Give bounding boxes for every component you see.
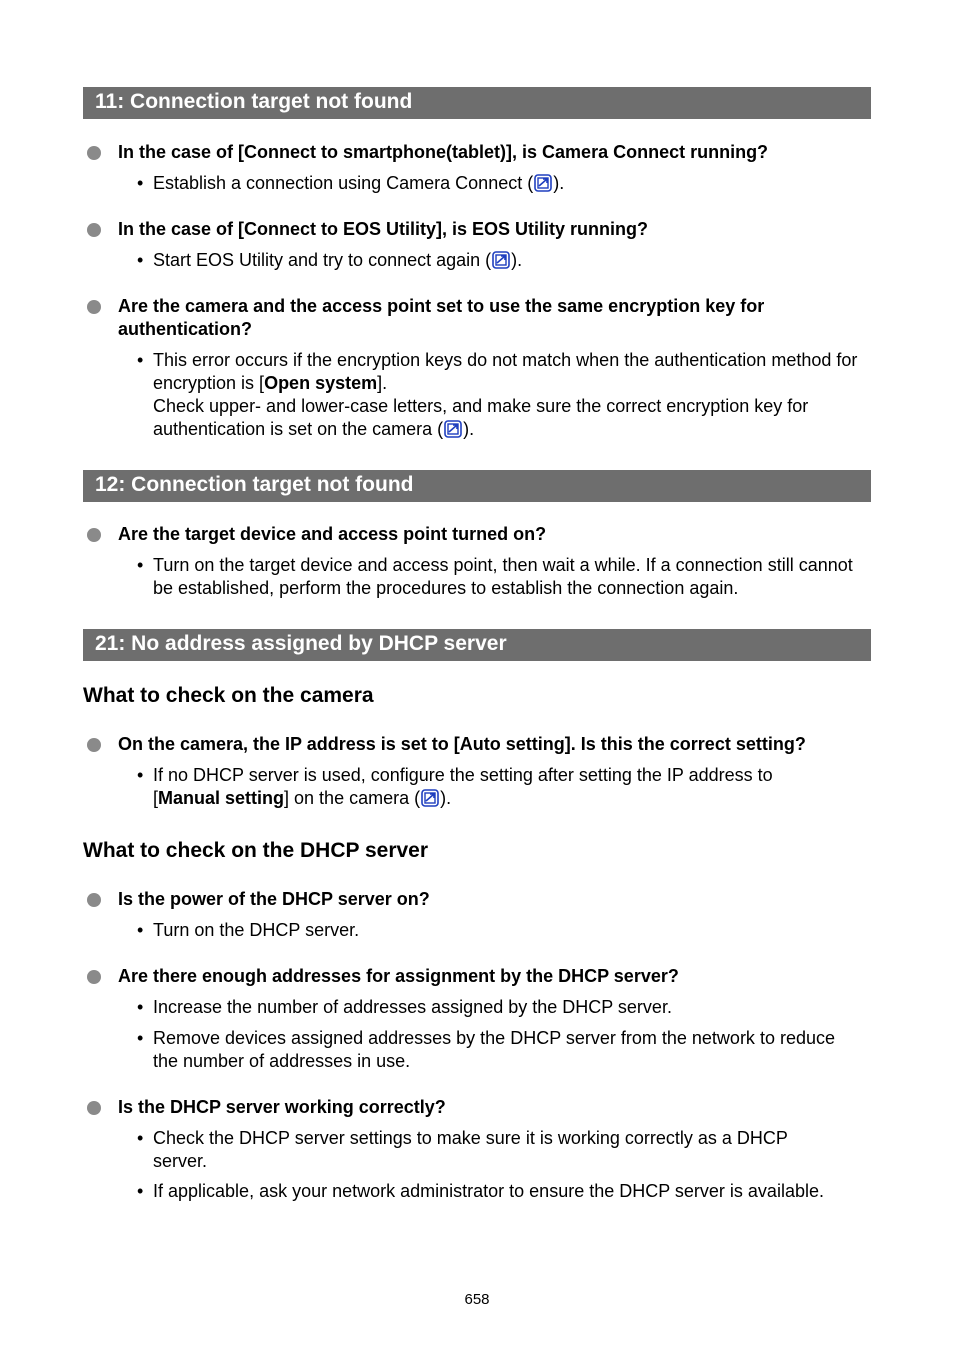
answer-item	[83, 554, 871, 600]
bullet-char: •	[137, 997, 144, 1017]
answer-text: Remove devices assigned addresses by the DHCP server from the network to reduce the number of addresses in use.	[153, 1028, 835, 1071]
answer-item	[83, 1127, 871, 1173]
question-item	[83, 733, 871, 756]
answer-text: If no DHCP server is used, configure the setting after setting the IP address to [Manual setting] on the camera ( ).	[153, 765, 773, 808]
answer-item	[83, 996, 871, 1019]
bullet-char: •	[137, 920, 144, 940]
bullet-dot-icon	[87, 970, 101, 984]
bullet-char: •	[137, 765, 144, 785]
answer-text: Turn on the target device and access point, then wait a while. If a connection still cannot be established, perform the procedures to establish the connection again.	[153, 555, 853, 598]
answer-text: If applicable, ask your network administrator to ensure the DHCP server is available.	[153, 1181, 824, 1201]
bullet-dot-icon	[87, 738, 101, 752]
question-text: Is the power of the DHCP server on?	[118, 889, 430, 909]
bullet-char: •	[137, 1028, 144, 1048]
question-item	[83, 888, 871, 911]
bullet-dot-icon	[87, 893, 101, 907]
question-item	[83, 218, 871, 241]
answer-text: Start EOS Utility and try to connect again ( ).	[153, 250, 523, 270]
bullet-char: •	[137, 1181, 144, 1201]
question-item	[83, 965, 871, 988]
answer-item	[83, 1027, 871, 1073]
answer-text: Check the DHCP server settings to make sure it is working correctly as a DHCP server.	[153, 1128, 788, 1171]
question-item	[83, 1096, 871, 1119]
question-item	[83, 523, 871, 546]
page-reference-icon[interactable]	[444, 420, 462, 438]
bullet-dot-icon	[87, 146, 101, 160]
answer-item	[83, 919, 871, 942]
bullet-char: •	[137, 250, 144, 270]
section-header-12: 12: Connection target not found	[83, 470, 871, 502]
page-reference-icon[interactable]	[534, 174, 552, 192]
answer-item	[83, 172, 871, 195]
question-item	[83, 295, 871, 341]
bullet-dot-icon	[87, 528, 101, 542]
answer-text: Establish a connection using Camera Connect ( ).	[153, 173, 565, 193]
answer-text: Turn on the DHCP server.	[153, 920, 360, 940]
answer-item	[83, 249, 871, 272]
answer-text: Increase the number of addresses assigned by the DHCP server.	[153, 997, 672, 1017]
question-text: In the case of [Connect to smartphone(tablet)], is Camera Connect running?	[118, 142, 769, 162]
section-header-11: 11: Connection target not found	[83, 87, 871, 119]
bullet-char: •	[137, 350, 144, 370]
bullet-dot-icon	[87, 300, 101, 314]
question-item	[83, 141, 871, 164]
question-text: In the case of [Connect to EOS Utility], is EOS Utility running?	[118, 219, 649, 239]
page-reference-icon[interactable]	[492, 251, 510, 269]
question-text: Are the camera and the access point set to use the same encryption key for authentication?	[118, 296, 765, 339]
bullet-char: •	[137, 555, 144, 575]
section-header-21: 21: No address assigned by DHCP server	[83, 629, 871, 661]
answer-text: This error occurs if the encryption keys do not match when the authentication method for encryption is [Open system]. Check upper- and lower-case letters, and make sure the correct encryption key for authentication is set on the camera ( ).	[153, 350, 858, 439]
bullet-dot-icon	[87, 1101, 101, 1115]
question-text: Are there enough addresses for assignment by the DHCP server?	[118, 966, 679, 986]
answer-item	[83, 764, 871, 810]
question-text: On the camera, the IP address is set to [Auto setting]. Is this the correct setting?	[118, 734, 806, 754]
bullet-char: •	[137, 173, 144, 193]
bullet-dot-icon	[87, 223, 101, 237]
answer-item	[83, 1180, 871, 1203]
bullet-char: •	[137, 1128, 144, 1148]
question-text: Are the target device and access point turned on?	[118, 524, 547, 544]
page-reference-icon[interactable]	[421, 789, 439, 807]
subheading-dhcp-server: What to check on the DHCP server	[83, 839, 429, 862]
subheading-camera: What to check on the camera	[83, 684, 374, 707]
question-text: Is the DHCP server working correctly?	[118, 1097, 446, 1117]
answer-item	[83, 349, 871, 441]
page-number: 658	[464, 1291, 490, 1308]
